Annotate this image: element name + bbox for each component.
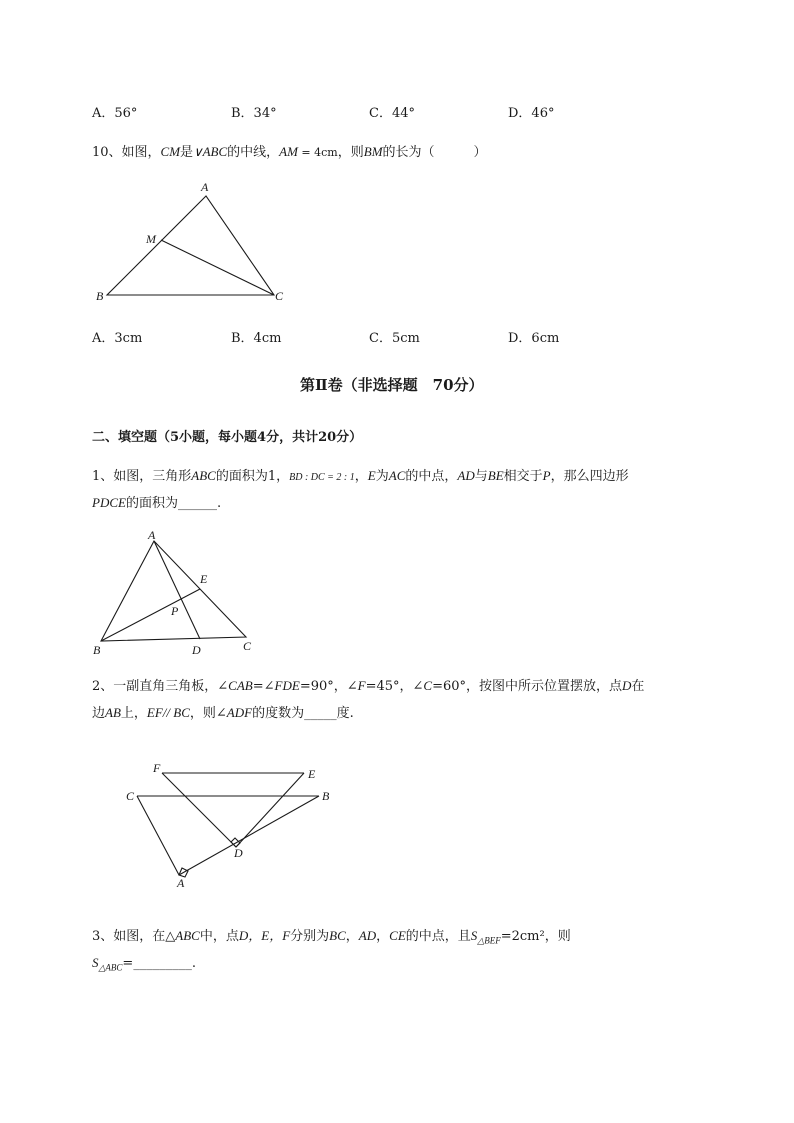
- f3-ad: AD: [358, 928, 377, 943]
- f1-ratio: BD : DC = 2 : 1: [289, 472, 355, 483]
- q10-median: 的中线，: [227, 145, 280, 160]
- f2-text: =90°，∠: [299, 679, 358, 694]
- f2-label-b: B: [322, 789, 330, 803]
- f3-text: ，: [345, 929, 359, 944]
- f1-abc: ABC: [191, 468, 216, 483]
- f2-text: 在: [631, 679, 645, 694]
- f1-ac: AC: [388, 468, 406, 483]
- f1-figure: [88, 528, 260, 660]
- q10-label-b: B: [96, 289, 104, 303]
- q10-cm: CM: [160, 144, 181, 159]
- f1-e: E: [367, 468, 376, 483]
- q10-option-d: D．6cm: [508, 331, 560, 346]
- f3-s: S: [92, 955, 99, 970]
- f2-c: C: [423, 678, 433, 693]
- f1-text: 相交于: [503, 469, 543, 484]
- f1-label-b: B: [93, 643, 101, 657]
- f2-label-f: F: [153, 761, 161, 775]
- f3-text: 分别为: [290, 929, 330, 944]
- f2-text: =60°，按图中所示位置摆放，点: [432, 679, 623, 694]
- q9-option-c: C．44°: [369, 106, 415, 121]
- f3-stem-line1: [92, 928, 571, 946]
- f1-pdce: PDCE: [92, 495, 126, 510]
- q9-option-d: D．46°: [508, 106, 555, 121]
- f2-label-c: C: [126, 789, 135, 803]
- f1-label-a: A: [148, 528, 156, 542]
- q10-stem: [92, 144, 487, 161]
- q10-eq: = 4cm: [297, 146, 338, 159]
- f2-text: 上，: [120, 706, 147, 721]
- q10-label-c: C: [275, 289, 284, 303]
- q10-figure: [90, 178, 300, 306]
- section-heading: 二、填空题（5小题，每小题4分，共计20分）: [92, 430, 363, 445]
- f2-text: 边: [92, 706, 106, 721]
- q10-number: 10、如图，: [92, 145, 161, 160]
- f2-cab: CAB: [228, 678, 253, 693]
- f1-text: ，那么四边形: [550, 469, 629, 484]
- f1-label-c: C: [243, 639, 252, 653]
- f3-abc: ABC: [175, 928, 200, 943]
- f2-label-d: D: [234, 846, 243, 860]
- f2-stem-line2: [92, 705, 354, 722]
- q9-option-b: B．34°: [231, 106, 277, 121]
- f3-text: ，: [376, 929, 390, 944]
- f1-triangle-abc: [101, 541, 246, 641]
- f1-text: 的面积为______.: [125, 496, 222, 511]
- part-title: 第Ⅱ卷（非选择题 70分）: [300, 376, 484, 394]
- q10-am: AM: [279, 144, 298, 159]
- f3-text: 中，点: [199, 929, 239, 944]
- f1-label-p: P: [171, 604, 179, 618]
- q10-triangle-abc: [107, 196, 274, 295]
- f1-stem-line1: [92, 468, 629, 485]
- f2-segment-ca: [137, 796, 179, 875]
- f2-text: 2、一副直角三角板，∠: [92, 679, 229, 694]
- f1-label-e: E: [200, 572, 208, 586]
- q10-segment-cm: [161, 240, 274, 295]
- f1-be: BE: [487, 468, 504, 483]
- f1-ad: AD: [457, 468, 475, 483]
- f2-fde: FDE: [274, 678, 300, 693]
- f3-text: =_________.: [122, 956, 196, 971]
- f1-text: ，: [354, 469, 368, 484]
- q9-option-a: A．56°: [92, 106, 138, 121]
- q10-ask: 的长为（ ）: [382, 145, 487, 160]
- f2-text: ，则∠: [189, 706, 227, 721]
- f3-sub-abc: △ABC: [98, 962, 123, 973]
- q10-option-b: B．4cm: [231, 331, 282, 346]
- f2-d: D: [622, 678, 632, 693]
- f2-f: F: [357, 678, 366, 693]
- f2-text: 的度数为_____度.: [252, 706, 354, 721]
- q10-triangle: ∨ABC: [193, 144, 228, 159]
- f1-text: 与: [474, 469, 488, 484]
- f2-segment-ab: [179, 796, 319, 875]
- f2-text: =45°，∠: [365, 679, 424, 694]
- f3-text: 的中点，且: [405, 929, 471, 944]
- f3-s: S: [470, 928, 478, 943]
- q10-label-m: M: [146, 232, 156, 246]
- f2-stem-line1: [92, 678, 644, 695]
- f1-p: P: [542, 468, 551, 483]
- q10-option-c: C．5cm: [369, 331, 420, 346]
- f3-text: 3、如图，在△: [92, 929, 176, 944]
- f1-segment-ad: [154, 541, 200, 639]
- f2-label-a: A: [177, 876, 185, 890]
- f3-def: D，E，F: [238, 928, 291, 943]
- f2-text: =∠: [252, 679, 275, 694]
- f2-segment-fd: [162, 773, 236, 847]
- f1-label-d: D: [192, 643, 201, 657]
- f3-sub-bef: △BEF: [477, 935, 501, 946]
- q10-bm: BM: [363, 144, 383, 159]
- q10-then: ，则: [337, 145, 364, 160]
- f2-label-e: E: [308, 767, 316, 781]
- f1-stem-line2: [92, 495, 221, 512]
- q10-is: 是: [180, 145, 194, 160]
- f3-text: =2cm²，则: [500, 929, 571, 944]
- f3-ce: CE: [389, 928, 406, 943]
- f2-ab: AB: [105, 705, 121, 720]
- f2-ef-parallel-bc: EF// BC: [146, 705, 190, 720]
- f1-segment-be: [101, 589, 200, 641]
- f1-text: 的面积为1，: [215, 469, 290, 484]
- f3-stem-line2: [92, 955, 196, 973]
- q10-option-a: A．3cm: [92, 331, 143, 346]
- f1-text: 1、如图，三角形: [92, 469, 192, 484]
- f2-adf: ADF: [226, 705, 253, 720]
- f3-bc: BC: [329, 928, 346, 943]
- f2-figure: [120, 756, 340, 890]
- q10-label-a: A: [201, 180, 209, 194]
- f1-text: 的中点，: [405, 469, 458, 484]
- f1-text: 为: [375, 469, 389, 484]
